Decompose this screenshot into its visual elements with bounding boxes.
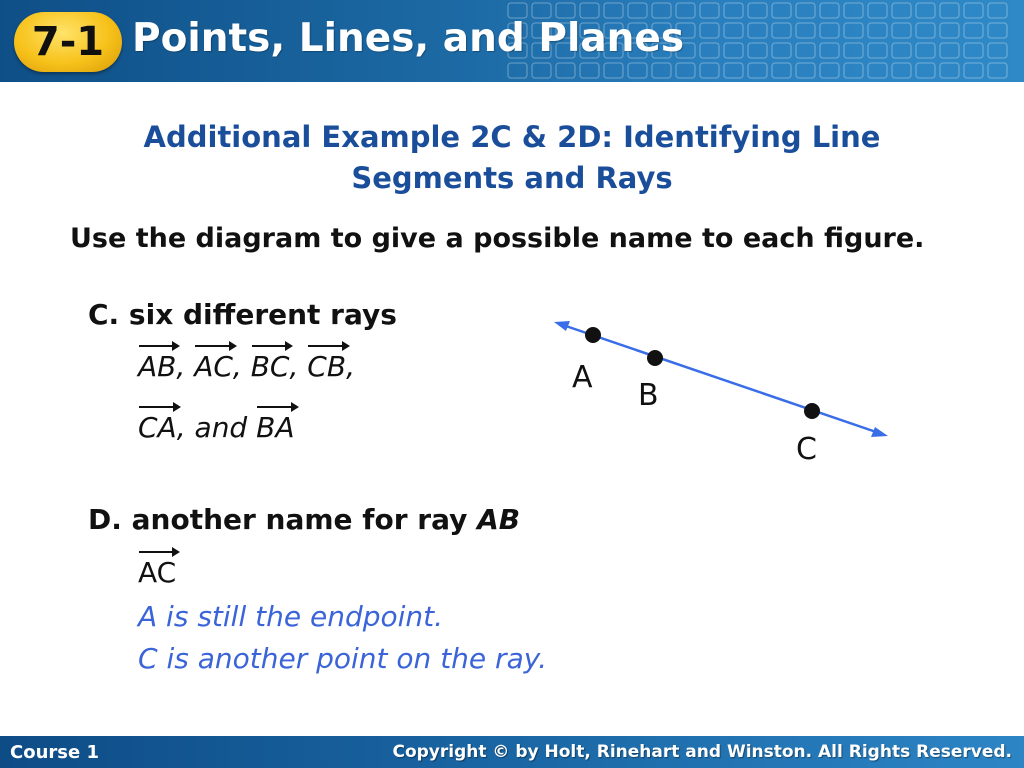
rays-list-line1: AB, AC, BC, CB, bbox=[138, 350, 355, 383]
arrowhead-left bbox=[554, 321, 570, 331]
footer-bar bbox=[0, 736, 1024, 768]
course-label: Course 1 bbox=[10, 742, 99, 763]
ray-bc: BC bbox=[250, 350, 290, 383]
part-c-heading: C. six different rays bbox=[88, 298, 397, 331]
copyright-notice: Copyright © by Holt, Rinehart and Winston. All Rights Reserved. bbox=[392, 742, 1012, 762]
point-a-label: A bbox=[572, 360, 593, 395]
ray-ba: BA bbox=[256, 411, 295, 444]
part-d-answer bbox=[138, 556, 176, 589]
point-b-dot bbox=[647, 350, 663, 366]
ray-ac-answer: AC bbox=[138, 556, 177, 589]
slide-title bbox=[60, 117, 964, 199]
ray-cb: CB bbox=[307, 350, 347, 383]
ray-ab: AB bbox=[138, 350, 177, 383]
part-d-ray-name: AB bbox=[477, 503, 521, 536]
line-figure bbox=[540, 310, 900, 470]
lesson-number: 7-1 bbox=[31, 19, 105, 65]
point-c-label: C bbox=[796, 432, 817, 467]
rays-list-line2: CA, and BA bbox=[138, 411, 295, 444]
rays-joiner: and bbox=[194, 411, 248, 444]
line-abc bbox=[560, 324, 882, 434]
ray-ac: AC bbox=[194, 350, 233, 383]
lesson-title: Points, Lines, and Planes bbox=[132, 16, 685, 61]
part-d-heading-text: D. another name for ray bbox=[88, 503, 468, 536]
arrowhead-right bbox=[871, 427, 888, 437]
part-d-heading bbox=[88, 503, 520, 536]
point-b-label: B bbox=[638, 378, 659, 413]
explanation-endpoint: A is still the endpoint. bbox=[138, 600, 444, 633]
explanation-point: C is another point on the ray. bbox=[138, 642, 548, 675]
point-a-dot bbox=[585, 327, 601, 343]
point-c-dot bbox=[804, 403, 820, 419]
ray-ca: CA bbox=[138, 411, 177, 444]
instruction-text: Use the diagram to give a possible name to each figure. bbox=[70, 223, 925, 254]
ray-diagram bbox=[540, 310, 900, 470]
slide-title-line1: Additional Example 2C & 2D: Identifying Line bbox=[143, 120, 881, 154]
slide-title-line2: Segments and Rays bbox=[351, 161, 673, 195]
header-banner bbox=[0, 0, 1024, 82]
